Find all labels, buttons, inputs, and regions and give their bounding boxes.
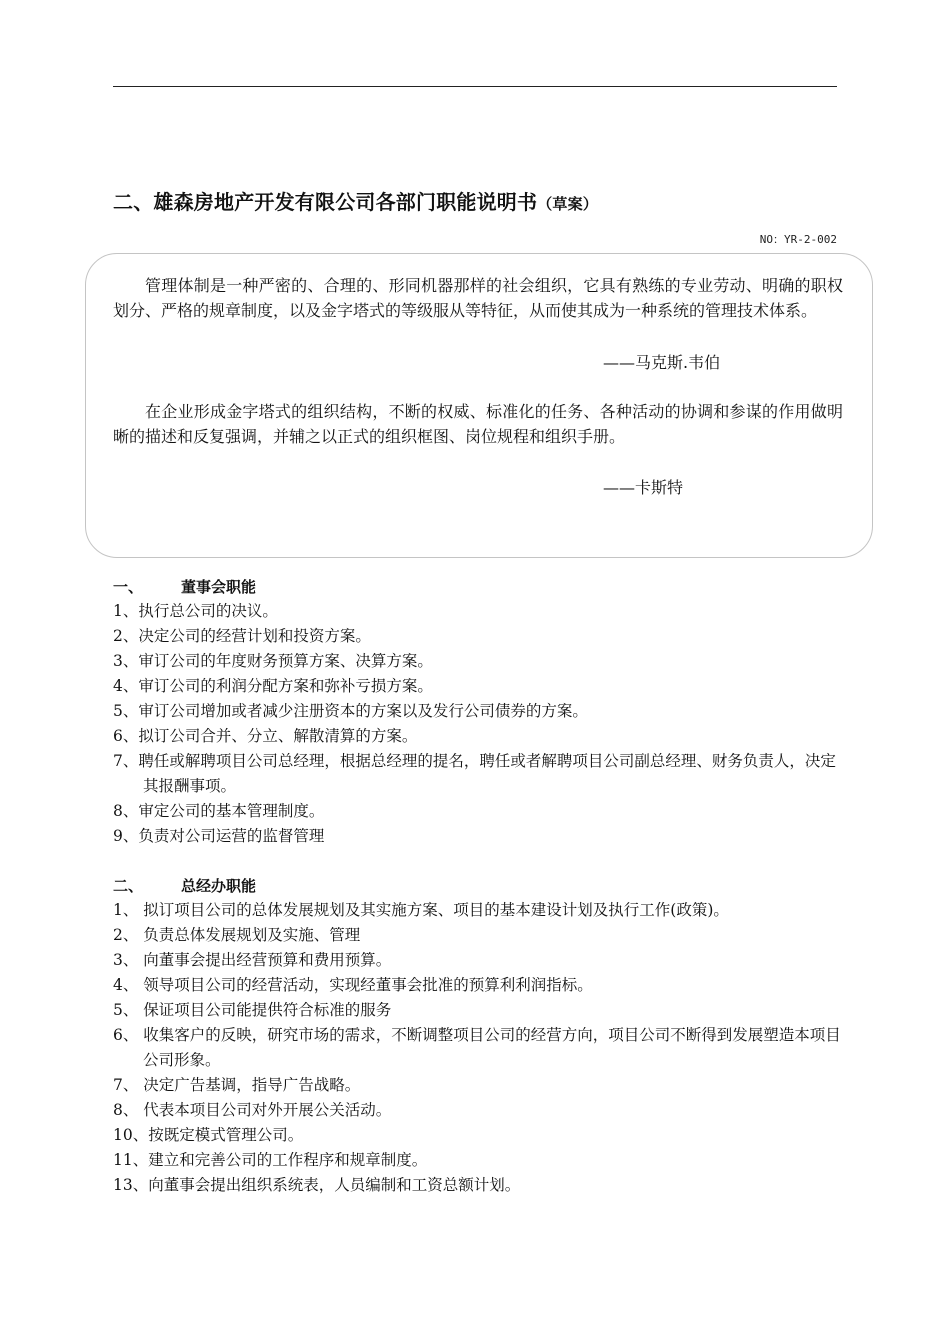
list-item: 6、拟订公司合并、分立、解散清算的方案。 xyxy=(113,727,418,745)
section-heading-board xyxy=(113,576,256,597)
list-item: 1、执行总公司的决议。 xyxy=(113,602,278,620)
list-item: 6、 收集客户的反映，研究市场的需求，不断调整项目公司的经营方向，项目公司不断得到发展塑造本项目公司形象。 xyxy=(113,1026,841,1069)
quote-weber-author: ——马克斯.韦伯 xyxy=(603,353,721,372)
list-item: 10、按既定模式管理公司。 xyxy=(113,1126,304,1144)
page-title xyxy=(113,186,598,215)
title-suffix: （草案） xyxy=(537,195,599,213)
list-item: 13、向董事会提出组织系统表，人员编制和工资总额计划。 xyxy=(113,1176,521,1194)
section-title: 总经办职能 xyxy=(181,877,257,895)
list-item: 8、审定公司的基本管理制度。 xyxy=(113,802,325,820)
list-item: 2、 负责总体发展规划及实施、管理 xyxy=(113,926,361,944)
quote-kast-text: 在企业形成金字塔式的组织结构，不断的权威、标准化的任务、各种活动的协调和参谋的作用做明晰的描述和反复强调，并辅之以正式的组织框图、岗位规程和组织手册。 xyxy=(113,402,843,446)
title-main: 二、雄森房地产开发有限公司各部门职能说明书 xyxy=(113,190,538,214)
list-item: 1、 拟订项目公司的总体发展规划及其实施方案、项目的基本建设计划及执行工作(政策)。 xyxy=(113,901,729,919)
list-item: 4、审订公司的利润分配方案和弥补亏损方案。 xyxy=(113,677,433,695)
quote-weber-text: 管理体制是一种严密的、合理的、形同机器那样的社会组织，它具有熟练的专业劳动、明确的职权划分、严格的规章制度，以及金字塔式的等级服从等特征，从而使其成为一种系统的管理技术体系。 xyxy=(113,276,843,320)
list-item: 7、聘任或解聘项目公司总经理，根据总经理的提名，聘任或者解聘项目公司副总经理、财务负责人，决定其报酬事项。 xyxy=(113,752,836,795)
list-item: 3、 向董事会提出经营预算和费用预算。 xyxy=(113,951,392,969)
section-number: 一、 xyxy=(113,578,144,596)
document-number: NO：YR-2-002 xyxy=(759,233,837,246)
header-rule xyxy=(113,86,837,87)
board-functions-list xyxy=(113,599,843,849)
section-heading-gm-office xyxy=(113,875,256,896)
quote-kast-author: ——卡斯特 xyxy=(603,478,684,497)
list-item: 5、审订公司增加或者减少注册资本的方案以及发行公司债券的方案。 xyxy=(113,702,588,720)
list-item: 2、决定公司的经营计划和投资方案。 xyxy=(113,627,371,645)
gm-office-functions-list xyxy=(113,898,843,1198)
list-item: 11、建立和完善公司的工作程序和规章制度。 xyxy=(113,1151,428,1169)
list-item: 3、审订公司的年度财务预算方案、决算方案。 xyxy=(113,652,433,670)
list-item: 8、 代表本项目公司对外开展公关活动。 xyxy=(113,1101,392,1119)
list-item: 9、负责对公司运营的监督管理 xyxy=(113,827,325,845)
section-number: 二、 xyxy=(113,877,144,895)
list-item: 7、 决定广告基调，指导广告战略。 xyxy=(113,1076,361,1094)
section-title: 董事会职能 xyxy=(181,578,257,596)
list-item: 5、 保证项目公司能提供符合标准的服务 xyxy=(113,1001,392,1019)
list-item: 4、 领导项目公司的经营活动，实现经董事会批准的预算利利润指标。 xyxy=(113,976,593,994)
